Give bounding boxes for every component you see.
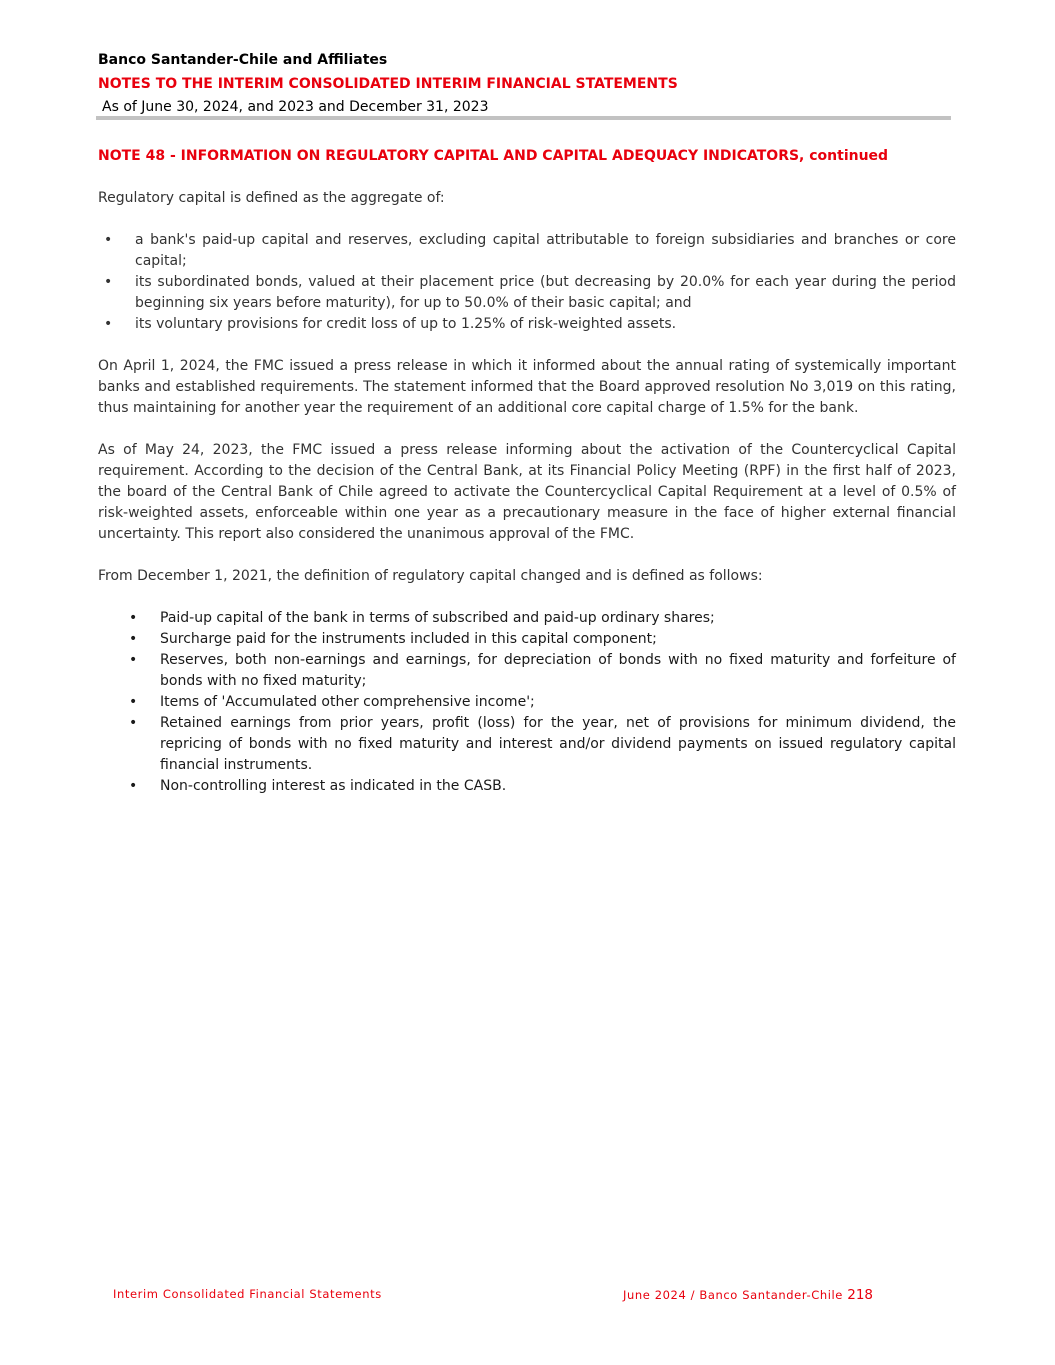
bullet-icon: • [104, 316, 113, 332]
footer-issuer [623, 1287, 873, 1303]
list-item: • Reserves, both non-earnings and earnings, for depreciation of bonds with no fixed maturity and forfeiture of bonds with no fixed maturity; [129, 652, 956, 689]
page-header [98, 50, 951, 117]
definition-change-paragraph: From December 1, 2021, the definition of regulatory capital changed and is defined as follows: [98, 568, 763, 584]
new-definition-list [98, 608, 956, 797]
reporting-period: As of June 30, 2024, and 2023 and December 31, 2023 [102, 99, 489, 115]
company-name: Banco Santander-Chile and Affiliates [98, 52, 388, 68]
list-item: • Paid-up capital of the bank in terms of subscribed and paid-up ordinary shares; [98, 608, 956, 629]
list-item: • Items of 'Accumulated other comprehensive income'; [98, 692, 956, 713]
list-item: • Retained earnings from prior years, profit (loss) for the year, net of provisions for minimum dividend, the repricing of bonds with no fixed maturity and interest and/or dividend payments on issued regulatory capital financial instruments. [129, 715, 956, 773]
regulatory-capital-components-list [98, 230, 956, 335]
list-item: • Non-controlling interest as indicated in the CASB. [98, 776, 956, 797]
bullet-icon: • [129, 652, 138, 668]
list-item: • its subordinated bonds, valued at their placement price (but decreasing by 20.0% for each year during the period beginning six years before maturity), for up to 50.0% of their basic capital; and [104, 274, 956, 311]
bullet-icon: • [129, 694, 138, 710]
bullet-icon: • [129, 610, 138, 626]
footer-document-name: Interim Consolidated Financial Statements [113, 1287, 382, 1301]
header-divider [96, 116, 951, 120]
bullet-icon: • [129, 778, 138, 794]
bullet-icon: • [104, 232, 113, 248]
list-item: • its voluntary provisions for credit loss of up to 1.25% of risk-weighted assets. [98, 314, 956, 335]
list-item: • a bank's paid-up capital and reserves, excluding capital attributable to foreign subsidiaries and branches or core capital; [104, 232, 956, 269]
intro-paragraph: Regulatory capital is defined as the aggregate of: [98, 190, 445, 206]
note-title: NOTE 48 - INFORMATION ON REGULATORY CAPITAL AND CAPITAL ADEQUACY INDICATORS, continued [98, 148, 889, 164]
list-item: • Surcharge paid for the instruments included in this capital component; [98, 629, 956, 650]
fmc-rating-paragraph: On April 1, 2024, the FMC issued a press release in which it informed about the annual rating of systemically important banks and established requirements. The statement informed that the Board approved resolution No 3,019 on this rating, thus maintaining for another year the requirement of an additional core capital charge of 1.5% for the bank. [98, 358, 956, 416]
document-subtitle: NOTES TO THE INTERIM CONSOLIDATED INTERIM FINANCIAL STATEMENTS [98, 76, 678, 92]
bullet-icon: • [129, 631, 138, 647]
bullet-icon: • [129, 715, 138, 731]
bullet-icon: • [104, 274, 113, 290]
countercyclical-capital-paragraph: As of May 24, 2023, the FMC issued a press release informing about the activation of the Countercyclical Capital requirement. According to the decision of the Central Bank, at its Financial Policy Meeting (RPF) in the first half of 2023, the board of the Central Bank of Chile agreed to activate the Countercyclical Capital Requirement at a level of 0.5% of risk-weighted assets, enforceable within one year as a precautionary measure in the face of higher external financial uncertainty. This report also considered the unanimous approval of the FMC. [98, 442, 956, 542]
footer-issuer-text: June 2024 / Banco Santander-Chile [623, 1288, 843, 1302]
note-body [98, 146, 956, 797]
page-number: 218 [847, 1287, 874, 1303]
